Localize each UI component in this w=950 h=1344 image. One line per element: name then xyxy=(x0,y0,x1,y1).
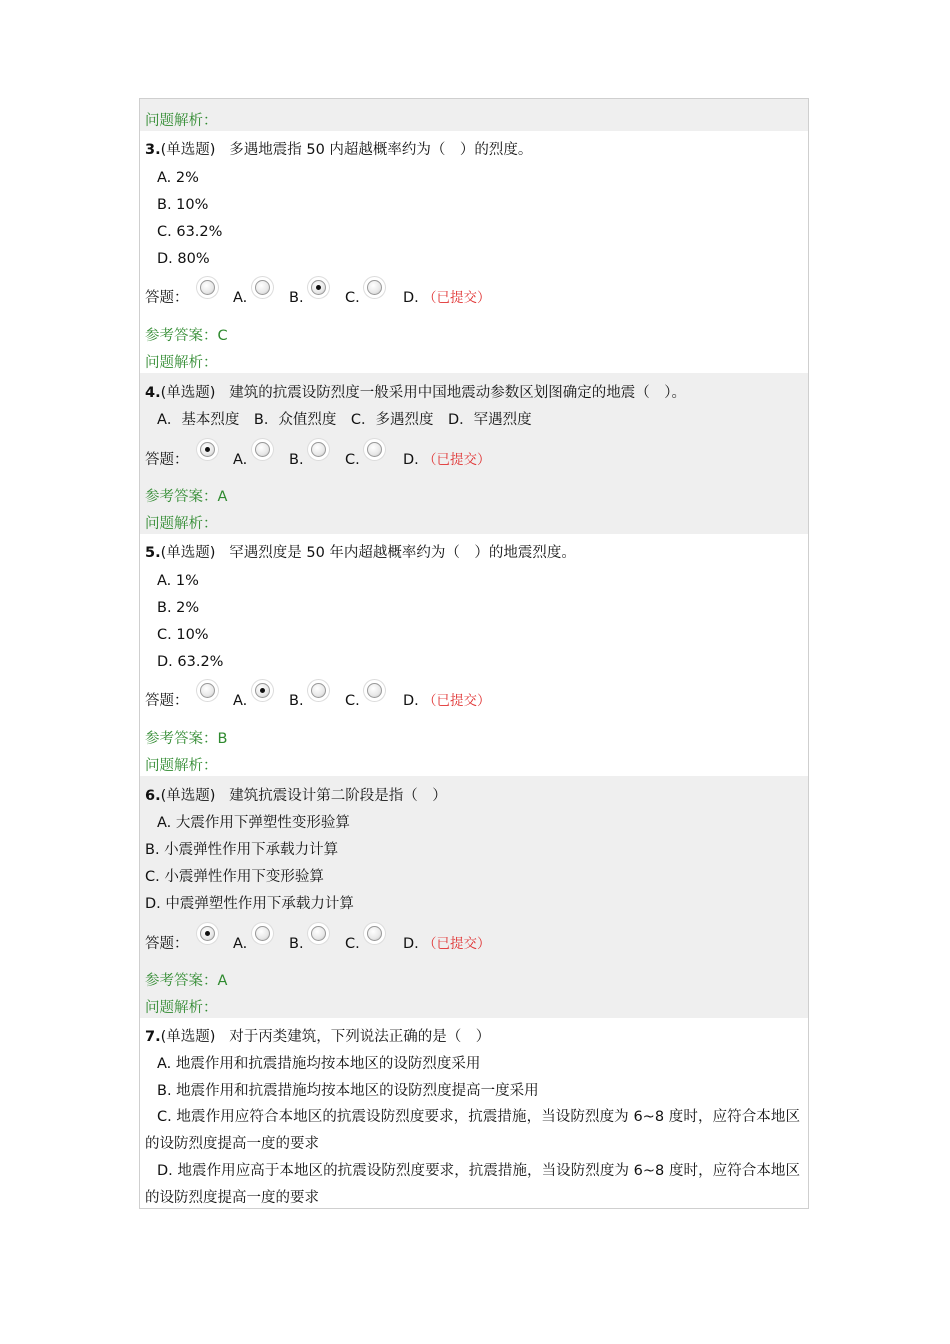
option-c: C. 63.2% xyxy=(157,224,223,240)
option-b: B. 地震作用和抗震措施均按本地区的设防烈度提高一度采用 xyxy=(157,1083,539,1099)
choice-b-label: B. xyxy=(289,290,304,306)
radio-option-c[interactable] xyxy=(311,926,326,941)
radio-option-b[interactable] xyxy=(255,280,270,295)
radio-option-c[interactable] xyxy=(311,280,326,295)
choice-c-label: C. xyxy=(345,936,360,952)
option-b: B. 2% xyxy=(157,600,200,616)
radio-option-a[interactable] xyxy=(200,280,215,295)
radio-option-b[interactable] xyxy=(255,926,270,941)
reference-label: 参考答案： xyxy=(145,973,218,989)
options-inline: A．基本烈度 B．众值烈度 C．多遇烈度 D．罕遇烈度 xyxy=(157,412,532,428)
question-stem xyxy=(145,1027,490,1047)
radio-option-a[interactable] xyxy=(200,926,215,941)
option-c: C. 小震弹性作用下变形验算 xyxy=(145,869,324,885)
reference-answer xyxy=(145,487,227,507)
analysis-label: 问题解析： xyxy=(145,1000,218,1016)
option-d: D. 中震弹塑性作用下承载力计算 xyxy=(145,896,354,912)
choice-a-label: A. xyxy=(233,936,248,952)
question-text: 多遇地震指 50 内超越概率约为（ ）的烈度。 xyxy=(229,142,533,158)
radio-option-b[interactable] xyxy=(255,683,270,698)
radio-option-d[interactable] xyxy=(367,442,382,457)
reference-answer xyxy=(145,729,227,749)
choice-a-label: A. xyxy=(233,452,248,468)
reference-answer xyxy=(145,971,227,991)
question-stem xyxy=(145,140,532,160)
option-a: A. 地震作用和抗震措施均按本地区的设防烈度采用 xyxy=(157,1056,481,1072)
radio-option-a[interactable] xyxy=(200,442,215,457)
question-7 xyxy=(140,1018,808,1209)
question-text: 建筑抗震设计第二阶段是指（ ） xyxy=(229,788,447,804)
option-c: C. 地震作用应符合本地区的抗震设防烈度要求，抗震措施，当设防烈度为 6~8 度时，应符合本地区的设防烈度提高一度的要求 xyxy=(145,1109,800,1152)
question-3 xyxy=(140,131,808,373)
reference-value: B xyxy=(217,731,228,747)
question-type: (单选题) xyxy=(160,385,216,401)
radio-option-a[interactable] xyxy=(200,683,215,698)
choice-d-label: D. xyxy=(403,452,419,468)
radio-option-d[interactable] xyxy=(367,683,382,698)
option-b: B. 10% xyxy=(157,197,209,213)
submitted-status: （已提交） xyxy=(423,290,491,306)
answer-label: 答题： xyxy=(145,936,189,952)
question-number: 5. xyxy=(145,545,161,561)
option-d: D. 80% xyxy=(157,251,210,267)
answer-row xyxy=(145,450,785,472)
reference-label: 参考答案： xyxy=(145,328,218,344)
question-stem xyxy=(145,543,576,563)
radio-option-c[interactable] xyxy=(311,442,326,457)
answer-label: 答题： xyxy=(145,693,189,709)
question-number: 3. xyxy=(145,142,161,158)
question-type: (单选题) xyxy=(160,142,216,158)
answer-row xyxy=(145,691,785,713)
quiz-panel xyxy=(139,98,809,1209)
question-type: (单选题) xyxy=(160,788,216,804)
analysis-label: 问题解析： xyxy=(145,516,218,532)
reference-value: C xyxy=(217,328,228,344)
answer-row xyxy=(145,934,785,956)
submitted-status: （已提交） xyxy=(423,936,491,952)
question-4 xyxy=(140,373,808,534)
choice-d-label: D. xyxy=(403,290,419,306)
option-d: D. 地震作用应高于本地区的抗震设防烈度要求，抗震措施，当设防烈度为 6~8 度时，应符合本地区的设防烈度提高一度的要求 xyxy=(145,1163,800,1206)
question-2-tail xyxy=(140,99,808,131)
option-a: A. 2% xyxy=(157,170,199,186)
question-text: 建筑的抗震设防烈度一般采用中国地震动参数区划图确定的地震（ ）。 xyxy=(229,385,687,401)
choice-b-label: B. xyxy=(289,452,304,468)
radio-option-c[interactable] xyxy=(311,683,326,698)
choice-c-label: C. xyxy=(345,693,360,709)
question-number: 4. xyxy=(145,385,161,401)
answer-row xyxy=(145,288,785,310)
question-number: 6. xyxy=(145,788,161,804)
reference-label: 参考答案： xyxy=(145,489,218,505)
question-stem xyxy=(145,383,686,403)
question-text: 对于丙类建筑，下列说法正确的是（ ） xyxy=(229,1029,491,1045)
question-type: (单选题) xyxy=(160,545,216,561)
reference-value: A xyxy=(217,973,228,989)
choice-c-label: C. xyxy=(345,290,360,306)
question-type: (单选题) xyxy=(160,1029,216,1045)
analysis-label: 问题解析： xyxy=(145,355,218,371)
option-a: A. 1% xyxy=(157,573,199,589)
radio-option-d[interactable] xyxy=(367,280,382,295)
question-stem xyxy=(145,786,447,806)
radio-option-b[interactable] xyxy=(255,442,270,457)
option-c: C. 10% xyxy=(157,627,209,643)
reference-label: 参考答案： xyxy=(145,731,218,747)
answer-label: 答题： xyxy=(145,290,189,306)
radio-option-d[interactable] xyxy=(367,926,382,941)
choice-b-label: B. xyxy=(289,693,304,709)
option-a: A. 大震作用下弹塑性变形验算 xyxy=(157,815,350,831)
choice-d-label: D. xyxy=(403,936,419,952)
option-b: B. 小震弹性作用下承载力计算 xyxy=(145,842,339,858)
submitted-status: （已提交） xyxy=(423,452,491,468)
choice-b-label: B. xyxy=(289,936,304,952)
analysis-label: 问题解析： xyxy=(145,758,218,774)
reference-value: A xyxy=(217,489,228,505)
choice-a-label: A. xyxy=(233,290,248,306)
answer-label: 答题： xyxy=(145,452,189,468)
analysis-label: 问题解析： xyxy=(145,113,218,129)
choice-a-label: A. xyxy=(233,693,248,709)
option-d: D. 63.2% xyxy=(157,654,224,670)
question-text: 罕遇烈度是 50 年内超越概率约为（ ）的地震烈度。 xyxy=(229,545,576,561)
question-number: 7. xyxy=(145,1029,161,1045)
submitted-status: （已提交） xyxy=(423,693,491,709)
choice-d-label: D. xyxy=(403,693,419,709)
question-6 xyxy=(140,776,808,1018)
choice-c-label: C. xyxy=(345,452,360,468)
reference-answer xyxy=(145,326,228,346)
question-5 xyxy=(140,534,808,776)
